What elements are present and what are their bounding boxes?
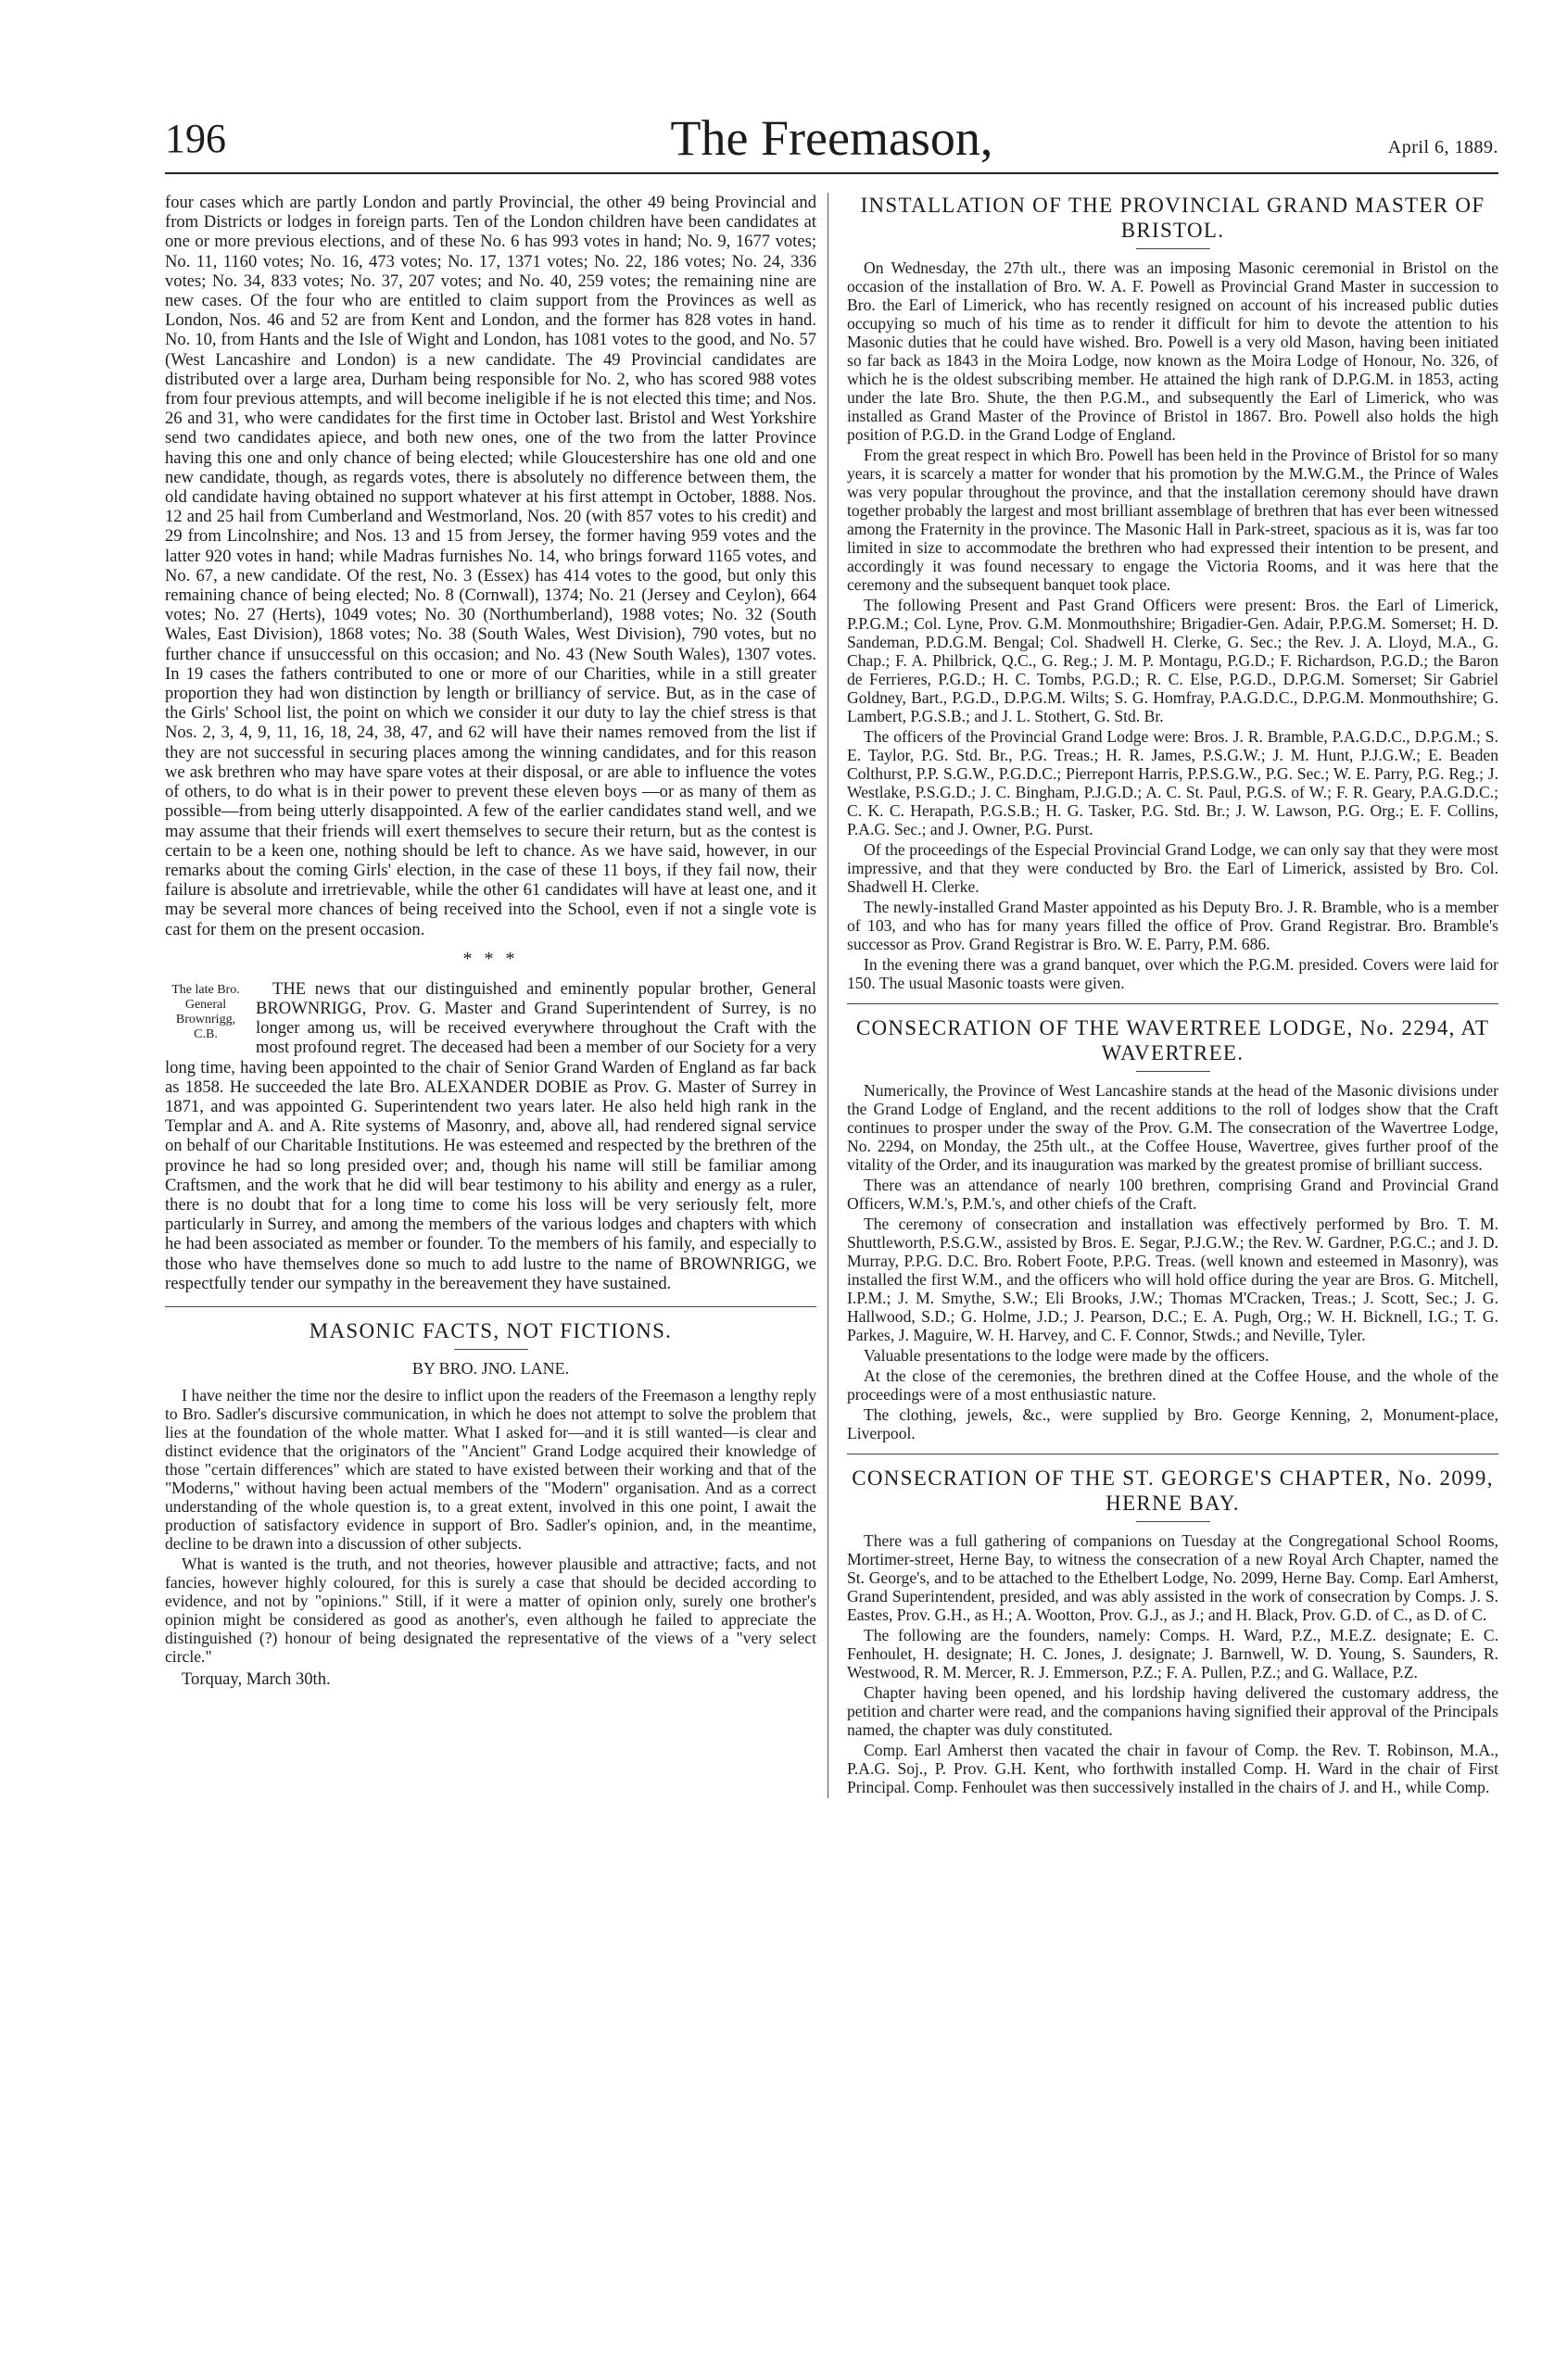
heading-rule xyxy=(1136,1521,1210,1522)
article-paragraph: The ceremony of consecration and installation was effectively performed by Bro. T. M. Shuttleworth, P.S.G.W., assisted by Bros. E. Segar, P.J.G.W.; the Rev. W. Gardner, P.G.C.; and J. D. Murray, P.P.G. D.C. Bro. Robert Foote, P.P.G. Treas. (well known and esteemed in Masonry), was installed the first W.M., and the officers who will hold office during the year are Bros. G. Mitchell, I.P.M.; J. M. Smythe, S.W.; Eli Brooks, J.W.; Thomas M'Cracken, Treas.; J. Scott, Sec.; J. G. Hallwood, S.D.; G. Holme, J.D.; J. Pearson, D.C.; E. A. Pugh, Org.; W. H. Bicknell, I.G.; T. G. Parkes, J. Maguire, W. H. Harvey, and C. F. Connor, Stwds.; and Neville, Tyler. xyxy=(847,1215,1498,1344)
article-paragraph: From the great respect in which Bro. Powell has been held in the Province of Bristol for so many years, it is scarcely a matter for wonder that his promotion by the M.W.G.M., the Prince of Wales was very popular throughout the province, and that the installation ceremony should have drawn together probably the largest and most brilliant assemblage of brethren that has ever been witnessed among the Fraternity in the province. The Masonic Hall in Park-street, spacious as it is, was far too limited in size to accommodate the brethren who had expressed their intention to be present, and accordingly it was found necessary to engage the Victoria Rooms, and it was here that the ceremony and the subsequent banquet took place. xyxy=(847,446,1498,594)
obituary-paragraph: THE news that our distinguished and eminently popular brother, General BROWNRIGG, Prov. G. Master and Grand Superintendent of Surrey, is no longer among us, will be received everywhere throughout the Craft with the most profound regret. The deceased had been a member of our Society for a very long time, having been appointed to the chair of Senior Grand Warden of England as far back as 1858. He succeeded the late Bro. ALEXANDER DOBIE as Prov. G. Master of Surrey in 1871, and was appointed G. Superintendent two years later. He also held high rank in the Templar and A. and A. Rite systems of Masonry, and, above all, had rendered signal service on behalf of our Charitable Institutions. He was esteemed and respected by the brethren of the province he had so long presided over; and, though his name will still be familiar among Craftsmen, and the work that he did will bear testimony to his ability and energy as a ruler, there is no doubt that for a long time to come his loss will be very seriously felt, more particularly in Surrey, and among the members of the various lodges and chapters with which he had been associated as member or founder. To the members of his family, and especially to those who have themselves done so much to add lustre to the name of BROWNRIGG, we respectfully tender our sympathy in the bereavement they have sustained. xyxy=(165,978,816,1293)
article-paragraph: The officers of the Provincial Grand Lodge were: Bros. J. R. Bramble, P.A.G.D.C., D.P.G.M.; S. E. Taylor, P.G. Std. Br., P.G. Treas.; H. R. James, P.S.G.W.; J. M. Hunt, P.J.G.W.; E. Beaden Colthurst, P.P. S.G.W., P.G.D.C.; Pierrepont Harris, P.P.S.G.W., P.G. Sec.; W. E. Parry, P.G. Reg.; J. Westlake, P.S.G.D.; J. C. Bingham, P.J.G.D.; A. C. St. Paul, P.G.S. of W.; F. R. Geary, P.A.G.D.C.; C. K. C. Herapath, P.G.S.B.; H. G. Tasker, P.G. Std. Br.; J. W. Lawson, P.G. Org.; E. F. Collins, P.A.G. Sec.; and J. Owner, P.G. Purst. xyxy=(847,727,1498,838)
page-number: 196 xyxy=(165,116,226,161)
masthead xyxy=(165,109,1498,174)
sidenote: The late Bro. General Brownrigg, C.B. xyxy=(171,982,240,1041)
article-heading: CONSECRATION OF THE ST. GEORGE'S CHAPTER, No. 2099, HERNE BAY. xyxy=(852,1467,1494,1515)
election-paragraph: four cases which are partly London and partly Provincial, the other 49 being Provincial and from Districts or lodges in foreign parts. Ten of the London children have been candidates at one or more previous elections, and of these No. 6 has 993 votes in hand; No. 9, 1677 votes; No. 11, 1160 votes; No. 16, 473 votes; No. 17, 1371 votes; No. 22, 186 votes; No. 24, 336 votes; No. 34, 833 votes; No. 37, 207 votes; and No. 40, 259 votes; the remaining nine are new cases. Of the four who are entitled to claim support from the Provinces as well as London, Nos. 46 and 52 are from Kent and London, and the former has 828 votes in hand. No. 10, from Hants and the Isle of Wight and London, has 1081 votes to the good, and No. 57 (West Lancashire and London) is a new candidate. The 49 Provincial candidates are distributed over a large area, Durham being responsible for No. 2, who has scored 988 votes from four previous attempts, and will become ineligible if he is not elected this time; and Nos. 26 and 31, who were candidates for the first time in October last. Bristol and West Yorkshire send two candidates apiece, and both new ones, one of the two from the latter Province having this one and only chance of being elected; while Gloucestershire has one old and one new candidate, though, as regards votes, there is absolutely no difference between them, the old candidate having obtained no support whatever at his first attempt in October, 1888. Nos. 12 and 25 hail from Cumberland and Westmorland, Nos. 20 (with 857 votes to his credit) and 29 from Lincolnshire; and Nos. 13 and 15 from Jersey, the former having 959 votes and the latter 920 votes in hand; while Madras furnishes No. 14, who brings forward 1165 votes, and No. 67, a new candidate. Of the rest, No. 3 (Essex) has 414 votes to the good, but only this remaining chance of being elected; No. 8 (Cornwall), 1374; No. 21 (Jersey and Ceylon), 664 votes; No. 27 (Herts), 1049 votes; No. 30 (Northumberland), 1988 votes; No. 32 (South Wales, East Division), 1868 votes; No. 38 (South Wales, West Division), 790 votes, but no further chance if unsuccessful on this occasion; and No. 43 (New South Wales), 1307 votes. In 19 cases the fathers contributed to one or more of our Charities, while in a still greater proportion they had won distinction by length or brilliancy of service. But, as in the case of the Girls' School list, the point on which we consider it our duty to lay the chief stress is that Nos. 2, 3, 4, 9, 11, 16, 18, 24, 38, 47, and 62 will have their names removed from the list if they are not successful in securing places among the winning candidates, and for this reason we ask brethren who may have spare votes at their disposal, or are able to influence the votes of others, to do what is in their power to prevent these eleven boys —or as many of them as possible—from being utterly disappointed. A few of the earlier candidates stand well, and we may assume that their friends will exert themselves to secure their return, but as the contest is certain to be a keen one, nothing should be left to chance. As we have said, however, in our remarks about the coming Girls' election, in the case of these 11 boys, if they fail now, their failure is absolute and irretrievable, while the other 61 candidates will have at least one, and it may be several more chances of being received into the School, even if not a single vote is cast for them on the present occasion. xyxy=(165,193,816,939)
issue-date: April 6, 1889. xyxy=(1387,137,1498,157)
article-paragraph: At the close of the ceremonies, the brethren dined at the Coffee House, and the whole of the proceedings were of a most enthusiastic nature. xyxy=(847,1366,1498,1404)
herne-bay-article xyxy=(847,1466,1498,1796)
right-column xyxy=(847,193,1498,1798)
heading-rule xyxy=(1136,248,1210,249)
article-paragraph: The newly-installed Grand Master appointed as his Deputy Bro. J. R. Bramble, who is a member of 103, and who has for many years filled the office of Prov. Grand Registrar. Bro. Bramble's successor as Prov. Grand Registrar is Bro. W. E. Parry, P.M. 686. xyxy=(847,898,1498,953)
article-paragraph: On Wednesday, the 27th ult., there was an imposing Masonic ceremonial in Bristol on the occasion of the installation of Bro. W. A. F. Powell as Provincial Grand Master in succession to Bro. the Earl of Limerick, who has recently resigned on account of his increased public duties occupying so much of his time as to render it difficult for him to devote the attention to his Masonic duties that he could have wished. Bro. Powell is a very old Mason, having been initiated so far back as 1843 in the Moira Lodge, now known as the Moira Lodge of Honour, No. 326, of which he is the oldest subscribing member. He attained the high rank of D.P.G.M. in 1853, acting under the late Bro. Shute, the then P.G.M., and subsequently the Earl of Limerick, who was installed as Grand Master of the Province of Bristol in 1867. Bro. Powell also holds the high position of P.G.D. in the Grand Lodge of England. xyxy=(847,258,1498,444)
article-paragraph: I have neither the time nor the desire to inflict upon the readers of the Freemason a lengthy reply to Bro. Sadler's discursive communication, in which he does not attempt to solve the problem that lies at the foundation of the whole matter. What I asked for—and it is still wanted—is clear and distinct evidence that the originators of the "Ancient" Grand Lodge acquired their knowledge of those "certain differences" which are stated to have existed between their working and that of the "Moderns," without having been actual members of the "Modern" organisation. And as a correct understanding of the whole question is, to a great extent, involved in this one point, I await the production of satisfactory evidence in support of Bro. Sadler's opinion, and, in the meantime, decline to be drawn into a discussion of other subjects. xyxy=(165,1385,816,1553)
article-paragraph: Chapter having been opened, and his lordship having delivered the customary address, the petition and charter were read, and the companions having signified their approval of the Principals named, the chapter was duly constituted. xyxy=(847,1683,1498,1739)
heading-rule xyxy=(454,1349,528,1350)
signoff: Torquay, March 30th. xyxy=(182,1669,331,1689)
article-paragraph: Of the proceedings of the Especial Provincial Grand Lodge, we can only say that they were most impressive, and that they were conducted by Bro. the Earl of Limerick, assisted by Bro. Col. Shadwell H. Clerke. xyxy=(847,840,1498,896)
section-divider xyxy=(165,1306,816,1307)
article-paragraph: There was a full gathering of companions on Tuesday at the Congregational School Rooms, Mortimer-street, Herne Bay, to witness the consecration of a new Royal Arch Chapter, named the St. George's, and to be attached to the Ethelbert Lodge, No. 2099, Herne Bay. Comp. Earl Amherst, Grand Superintendent, presided, and was ably assisted in the work of consecration by Comps. J. S. Eastes, Prov. G.H., as H.; A. Wootton, Prov. G.J., as J.; and H. Black, Prov. G.D. of C., as D. of C. xyxy=(847,1531,1498,1624)
publication-title: The Freemason, xyxy=(670,110,993,166)
article-heading: CONSECRATION OF THE WAVERTREE LODGE, No. 2294, AT WAVERTREE. xyxy=(855,1016,1490,1064)
article-paragraph: What is wanted is the truth, and not theories, however plausible and attractive; facts, and not fancies, however highly coloured, for this is surely a case that should be decided according to evidence, and not by "opinions." Still, if it were a matter of opinion only, surely one brother's opinion might be considered as good as another's, even although he failed to appreciate the distinguished (?) honour of being designated the representative of the views of a "very select circle." xyxy=(165,1554,816,1666)
byline: BY BRO. JNO. LANE. xyxy=(411,1358,570,1378)
article-paragraph: There was an attendance of nearly 100 brethren, comprising Grand and Provincial Grand Officers, W.M.'s, P.M.'s, and other chiefs of the Craft. xyxy=(847,1176,1498,1213)
article-paragraph: The following Present and Past Grand Officers were present: Bros. the Earl of Limerick, P.P.G.M.; Col. Lyne, Prov. G.M. Monmouthshire; Brigadier-Gen. Adair, P.P.G.M. Somerset; H. D. Sandeman, P.D.G.M. Bengal; Col. Shadwell H. Clerke, G. Sec.; the Rev. J. A. Lloyd, M.A., G. Chap.; F. A. Philbrick, Q.C., G. Reg.; J. M. P. Montagu, P.G.D.; F. Richardson, P.G.D.; the Baron de Ferrieres, P.G.D.; H. C. Tombs, P.G.D.; R. C. Else, P.G.D., D.P.G.M. Somerset; Sir Gabriel Goldney, Bart., P.G.D., D.P.G.M. Wilts; S. G. Homfray, P.A.G.D.C., D.P.G.M. Monmouthshire; G. Lambert, P.G.S.B.; and J. L. Stothert, G. Std. Br. xyxy=(847,596,1498,725)
asterism: * * * xyxy=(462,948,519,969)
article-heading: INSTALLATION OF THE PROVINCIAL GRAND MASTER OF BRISTOL. xyxy=(860,194,1485,242)
installation-article xyxy=(847,193,1498,992)
article-paragraph: The following are the founders, namely: Comps. H. Ward, P.Z., M.E.Z. designate; E. C. Fenhoulet, H. designate; H. C. Jones, J. designate; J. Barnwell, W. D. Young, S. Saunders, R. Westwood, R. M. Mercer, R. J. Emmerson, P.Z.; F. A. Pullen, P.Z.; and G. Wallace, P.Z. xyxy=(847,1626,1498,1681)
masonic-facts-article xyxy=(165,1318,816,1690)
article-paragraph: Valuable presentations to the lodge were made by the officers. xyxy=(864,1346,1270,1365)
section-divider xyxy=(847,1003,1498,1004)
article-paragraph: Numerically, the Province of West Lancashire stands at the head of the Masonic divisions under the Grand Lodge of England, and the recent additions to the roll of lodges show that the Craft continues to prosper under the sway of the Prov. G.M. The consecration of the Wavertree Lodge, No. 2294, on Monday, the 25th ult., at the Coffee House, Wavertree, gives further proof of the vitality of the Order, and its inauguration was marked by the greatest promise of brilliant success. xyxy=(847,1081,1498,1174)
article-paragraph: The clothing, jewels, &c., were supplied by Bro. George Kenning, 2, Monument-place, Liverpool. xyxy=(847,1405,1498,1442)
left-column xyxy=(165,193,828,1798)
article-paragraph: Comp. Earl Amherst then vacated the chair in favour of Comp. the Rev. T. Robinson, M.A., P.A.G. Soj., P. Prov. G.H. Kent, who forthwith installed Comp. H. Ward in the chair of First Principal. Comp. Fenhoulet was then successively installed in the chairs of J. and H., while Comp. xyxy=(847,1741,1498,1796)
heading-rule xyxy=(1136,1071,1210,1072)
article-paragraph: In the evening there was a grand banquet, over which the P.G.M. presided. Covers were laid for 150. The usual Masonic toasts were given. xyxy=(847,955,1498,992)
article-heading: MASONIC FACTS, NOT FICTIONS. xyxy=(309,1318,673,1342)
columns xyxy=(165,193,1498,1798)
wavertree-article xyxy=(847,1015,1498,1442)
